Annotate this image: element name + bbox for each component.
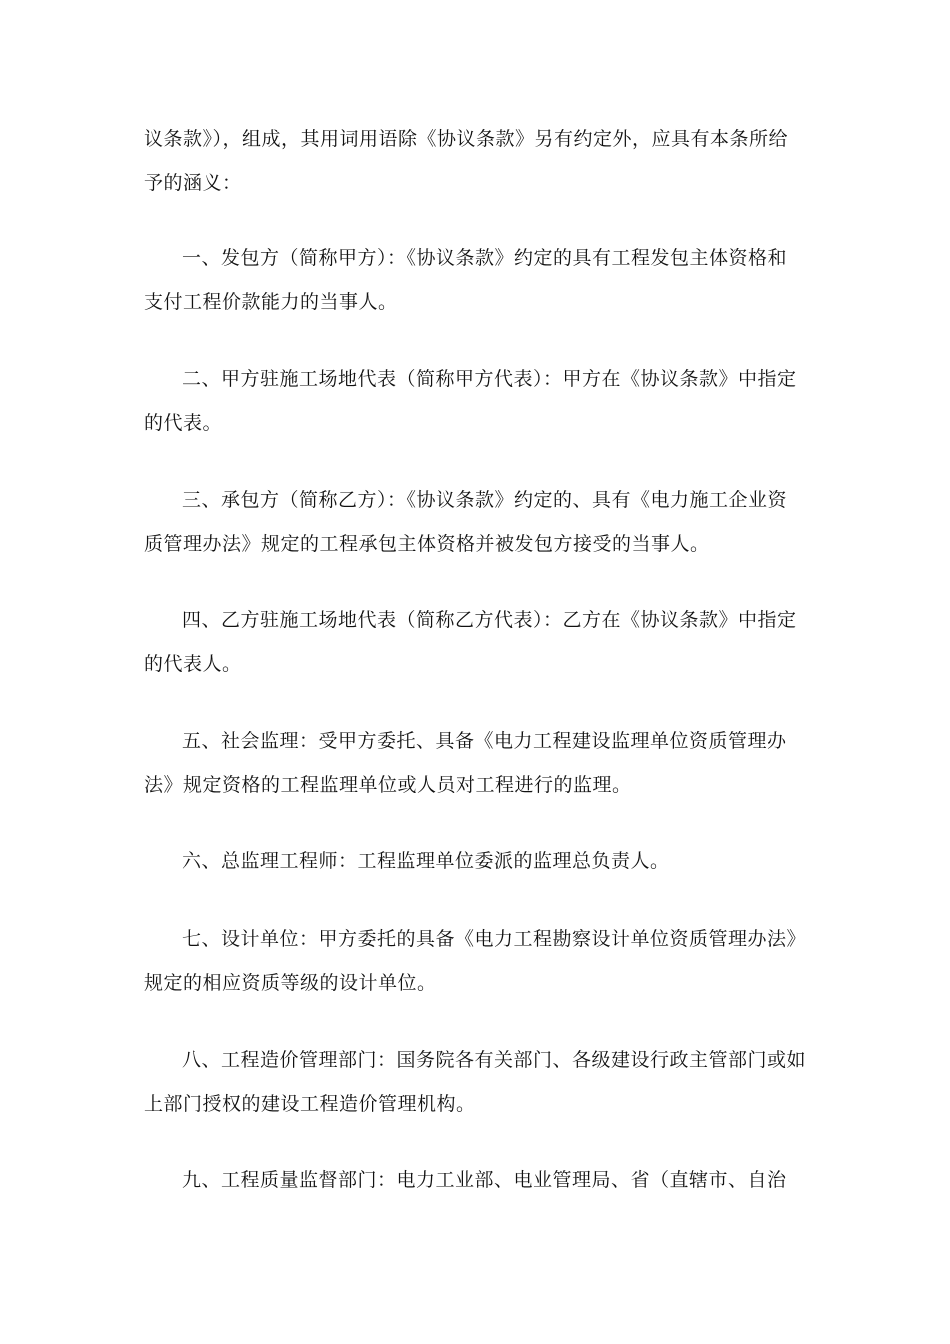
- text-line: 予的涵义：: [144, 172, 242, 194]
- paragraph-item-5: [144, 719, 804, 807]
- text-line: 的代表人。: [144, 653, 242, 675]
- paragraph-item-2: [144, 357, 804, 445]
- paragraph-item-4: [144, 598, 804, 686]
- text-line: 支付工程价款能力的当事人。: [144, 291, 398, 313]
- text-line: 一、发包方（简称甲方）：《协议条款》约定的具有工程发包主体资格和: [182, 247, 788, 269]
- text-line: 五、社会监理：受甲方委托、具备《电力工程建设监理单位资质管理办: [182, 730, 787, 752]
- text-line: 规定的相应资质等级的设计单位。: [144, 972, 437, 994]
- text-line: 二、甲方驻施工场地代表（简称甲方代表）：甲方在《协议条款》中指定: [182, 368, 797, 390]
- text-line: 议条款》），组成，其用词用语除《协议条款》另有约定外，应具有本条所给: [144, 128, 789, 150]
- text-line: 八、工程造价管理部门：国务院各有关部门、各级建设行政主管部门或如: [182, 1049, 807, 1071]
- paragraph-item-1: [144, 236, 804, 324]
- text-line: 的代表。: [144, 412, 223, 434]
- text-line: 上部门授权的建设工程造价管理机构。: [144, 1093, 476, 1115]
- text-line: 四、乙方驻施工场地代表（简称乙方代表）：乙方在《协议条款》中指定: [182, 609, 797, 631]
- paragraph-intro: [144, 117, 804, 205]
- paragraph-item-6: [144, 839, 804, 883]
- text-line: 法》规定资格的工程监理单位或人员对工程进行的监理。: [144, 774, 632, 796]
- text-line: 九、工程质量监督部门：电力工业部、电业管理局、省（直辖市、自治: [182, 1169, 787, 1191]
- paragraph-item-9: [144, 1158, 804, 1202]
- paragraph-item-7: [144, 917, 807, 1005]
- paragraph-item-3: [144, 478, 804, 566]
- text-line: 六、总监理工程师：工程监理单位委派的监理总负责人。: [182, 850, 670, 872]
- text-line: 三、承包方（简称乙方）：《协议条款》约定的、具有《电力施工企业资: [182, 489, 788, 511]
- text-line: 七、设计单位：甲方委托的具备《电力工程勘察设计单位资质管理办法》: [182, 928, 807, 950]
- paragraph-item-8: [144, 1038, 807, 1126]
- text-line: 质管理办法》规定的工程承包主体资格并被发包方接受的当事人。: [144, 533, 710, 555]
